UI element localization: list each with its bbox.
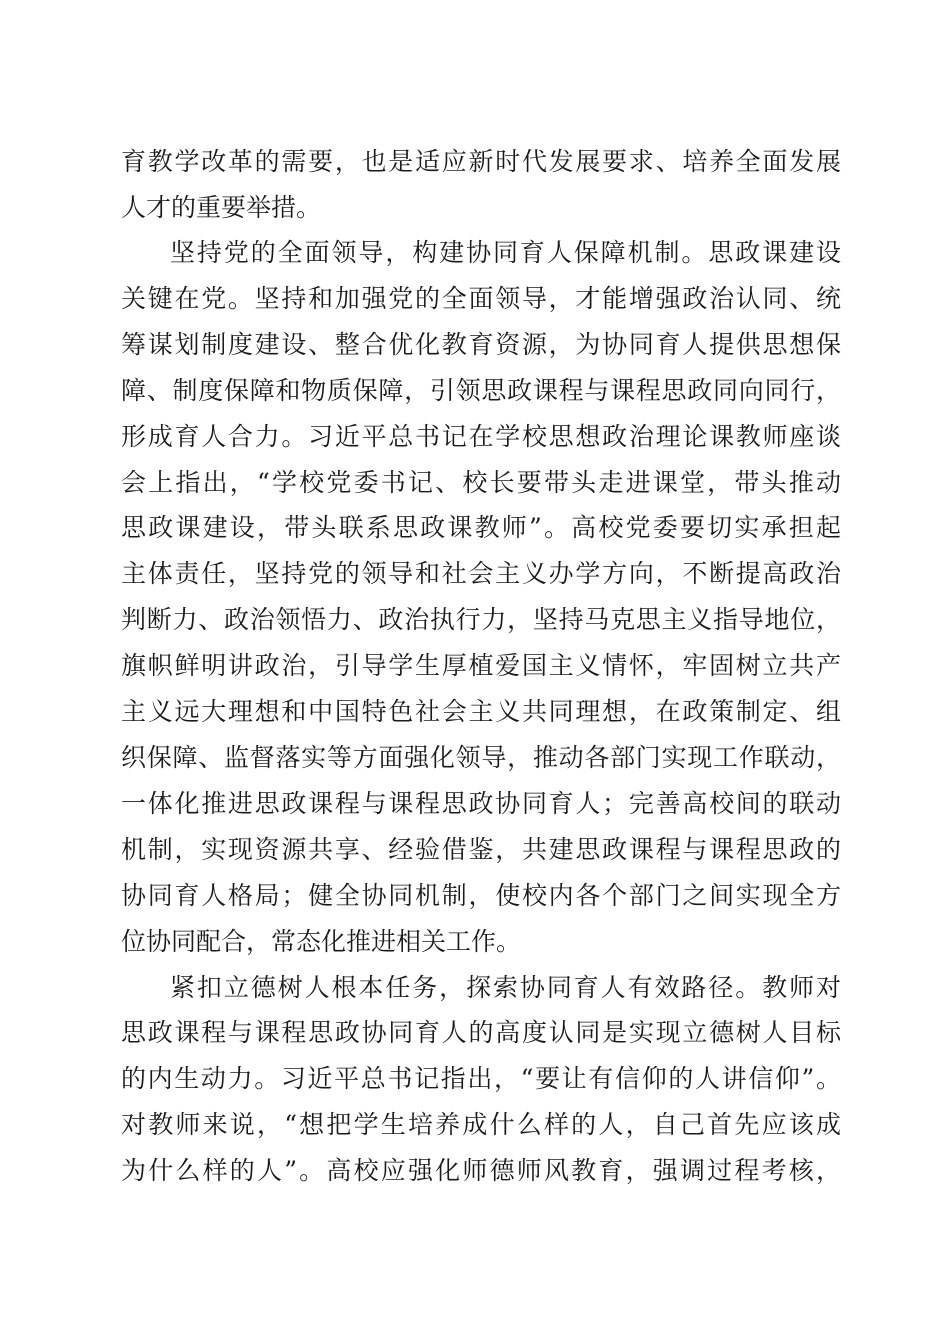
paragraph-2-line-10: 旗帜鲜明讲政治，引导学生厚植爱国主义情怀，牢固树立共产 [121, 651, 841, 680]
paragraph-3-line-2: 思政课程与课程思政协同育人的高度认同是实现立德树人目标 [121, 1018, 841, 1047]
paragraph-3-line-3: 的内生动力。习近平总书记指出，“要让有信仰的人讲信仰”。 [121, 1064, 841, 1093]
paragraph-2-line-11: 主义远大理想和中国特色社会主义共同理想，在政策制定、组 [121, 697, 841, 726]
paragraph-2-line-5: 形成育人合力。习近平总书记在学校思想政治理论课教师座谈 [121, 422, 841, 451]
text-line-1: 育教学改革的需要，也是适应新时代发展要求、培养全面发展 [121, 147, 841, 176]
paragraph-2-line-7: 思政课建设，带头联系思政课教师”。高校党委要切实承担起 [121, 513, 841, 542]
paragraph-3-line-4: 对教师来说，“想把学生培养成什么样的人，自己首先应该成 [121, 1110, 841, 1139]
paragraph-2-line-15: 协同育人格局；健全协同机制，使校内各个部门之间实现全方 [121, 881, 841, 910]
paragraph-2-line-8: 主体责任，坚持党的领导和社会主义办学方向，不断提高政治 [121, 559, 841, 588]
paragraph-2-line-4: 障、制度保障和物质保障，引领思政课程与课程思政同向同行， [121, 376, 841, 405]
paragraph-2-line-6: 会上指出，“学校党委书记、校长要带头走进课堂，带头推动 [121, 468, 841, 497]
paragraph-3-line-1: 紧扣立德树人根本任务，探索协同育人有效路径。教师对 [170, 973, 841, 1002]
paragraph-2-line-9: 判断力、政治领悟力、政治执行力，坚持马克思主义指导地位， [121, 605, 841, 634]
paragraph-3-line-5: 为什么样的人”。高校应强化师德师风教育，强调过程考核， [121, 1156, 841, 1185]
paragraph-2-line-12: 织保障、监督落实等方面强化领导，推动各部门实现工作联动， [121, 743, 841, 772]
paragraph-2-line-3: 筹谋划制度建设、整合优化教育资源，为协同育人提供思想保 [121, 330, 841, 359]
paragraph-2-line-16: 位协同配合，常态化推进相关工作。 [121, 927, 522, 956]
paragraph-2-line-2: 关键在党。坚持和加强党的全面领导，才能增强政治认同、统 [121, 284, 841, 313]
paragraph-2-line-14: 机制，实现资源共享、经验借鉴，共建思政课程与课程思政的 [121, 835, 841, 864]
text-line-2: 人才的重要举措。 [121, 193, 322, 222]
paragraph-2-line-1: 坚持党的全面领导，构建协同育人保障机制。思政课建设 [170, 238, 841, 267]
paragraph-2-line-13: 一体化推进思政课程与课程思政协同育人；完善高校间的联动 [121, 789, 841, 818]
